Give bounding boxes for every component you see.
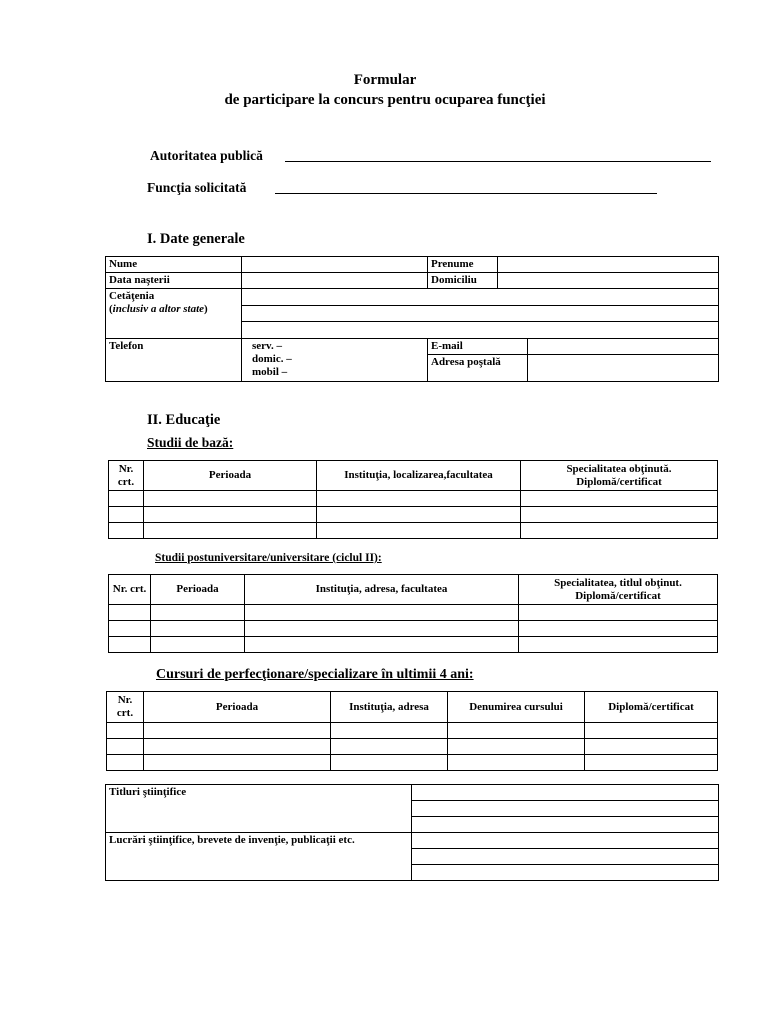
telefon-domic: domic. –: [252, 353, 292, 365]
telefon-serv: serv. –: [252, 340, 282, 352]
postgrad-header-perioada: Perioada: [151, 575, 245, 605]
cetatenia-label: Cetăţenia: [109, 290, 155, 302]
postgrad-header-nr: Nr. crt.: [109, 575, 151, 605]
section-education-title: II. Educaţie: [147, 412, 221, 428]
postgrad-header-institutia: Instituţia, adresa, facultatea: [245, 575, 519, 605]
cetatenia-note-close: ): [204, 303, 208, 315]
telefon-cell[interactable]: [242, 339, 428, 382]
works-input-2[interactable]: [412, 849, 719, 865]
basic-header-institutia: Instituţia, localizarea,facultatea: [317, 461, 521, 491]
courses-header-perioada: Perioada: [144, 692, 331, 723]
domiciliu-label: Domiciliu: [428, 273, 498, 289]
adresa-postala-input[interactable]: [528, 355, 719, 382]
table-row: [107, 755, 718, 771]
form-subtitle: de participare la concurs pentru ocuparea funcţiei: [224, 92, 546, 108]
function-field[interactable]: [275, 193, 657, 194]
courses-header-nr: Nr. crt.: [107, 692, 144, 723]
works-input-3[interactable]: [412, 865, 719, 881]
works-label: Lucrări ştiinţifice, brevete de invenţie, publicaţii etc.: [106, 833, 412, 881]
email-label: E-mail: [428, 339, 528, 355]
data-nasterii-label: Data naşterii: [106, 273, 242, 289]
titles-input-1[interactable]: [412, 785, 719, 801]
table-row: [109, 523, 718, 539]
cetatenia-note: inclusiv a altor state: [112, 303, 205, 315]
authority-field[interactable]: [285, 161, 711, 162]
cetatenia-input-3[interactable]: [242, 322, 719, 339]
prenume-input[interactable]: [498, 257, 719, 273]
scientific-table: [105, 784, 719, 881]
postgrad-studies-table: [108, 574, 718, 653]
authority-label: Autoritatea publică: [150, 148, 263, 163]
adresa-postala-label: Adresa poştală: [428, 355, 528, 382]
basic-studies-title: Studii de bază:: [147, 435, 234, 450]
email-input[interactable]: [528, 339, 719, 355]
table-row: [109, 621, 718, 637]
courses-header-denumirea: Denumirea cursului: [448, 692, 585, 723]
section-general-title: I. Date generale: [147, 231, 245, 247]
nume-label: Nume: [106, 257, 242, 273]
general-data-table: [105, 256, 719, 382]
basic-header-nr: Nr. crt.: [109, 461, 144, 491]
titles-input-2[interactable]: [412, 801, 719, 817]
titles-label: Titluri ştiinţifice: [106, 785, 412, 833]
postgrad-header-specialitatea: Specialitatea, titlul obţinut. Diplomă/certificat: [519, 575, 718, 605]
courses-table: [106, 691, 718, 771]
basic-header-perioada: Perioada: [144, 461, 317, 491]
function-label: Funcţia solicitată: [147, 180, 247, 195]
table-row: [109, 637, 718, 653]
courses-header-institutia: Instituţia, adresa: [331, 692, 448, 723]
table-row: [109, 491, 718, 507]
prenume-label: Prenume: [428, 257, 498, 273]
table-row: [107, 739, 718, 755]
courses-title: Cursuri de perfecţionare/specializare în ultimii 4 ani:: [156, 667, 474, 682]
form-title: Formular: [353, 72, 417, 88]
nume-input[interactable]: [242, 257, 428, 273]
table-row: [109, 507, 718, 523]
table-row: [107, 723, 718, 739]
works-input-1[interactable]: [412, 833, 719, 849]
domiciliu-input[interactable]: [498, 273, 719, 289]
basic-header-specialitatea: Specialitatea obţinută. Diplomă/certificat: [521, 461, 718, 491]
telefon-mobil: mobil –: [252, 366, 288, 378]
titles-input-3[interactable]: [412, 817, 719, 833]
telefon-label: Telefon: [106, 339, 242, 382]
table-row: [109, 605, 718, 621]
cetatenia-input-1[interactable]: [242, 289, 719, 306]
data-nasterii-input[interactable]: [242, 273, 428, 289]
courses-header-diploma: Diplomă/certificat: [585, 692, 718, 723]
basic-studies-table: [108, 460, 718, 539]
postgrad-studies-title: Studii postuniversitare/universitare (ciclul II):: [155, 552, 382, 564]
cetatenia-note-open: (: [109, 303, 113, 315]
cetatenia-input-2[interactable]: [242, 306, 719, 322]
cetatenia-cell: [106, 289, 242, 339]
